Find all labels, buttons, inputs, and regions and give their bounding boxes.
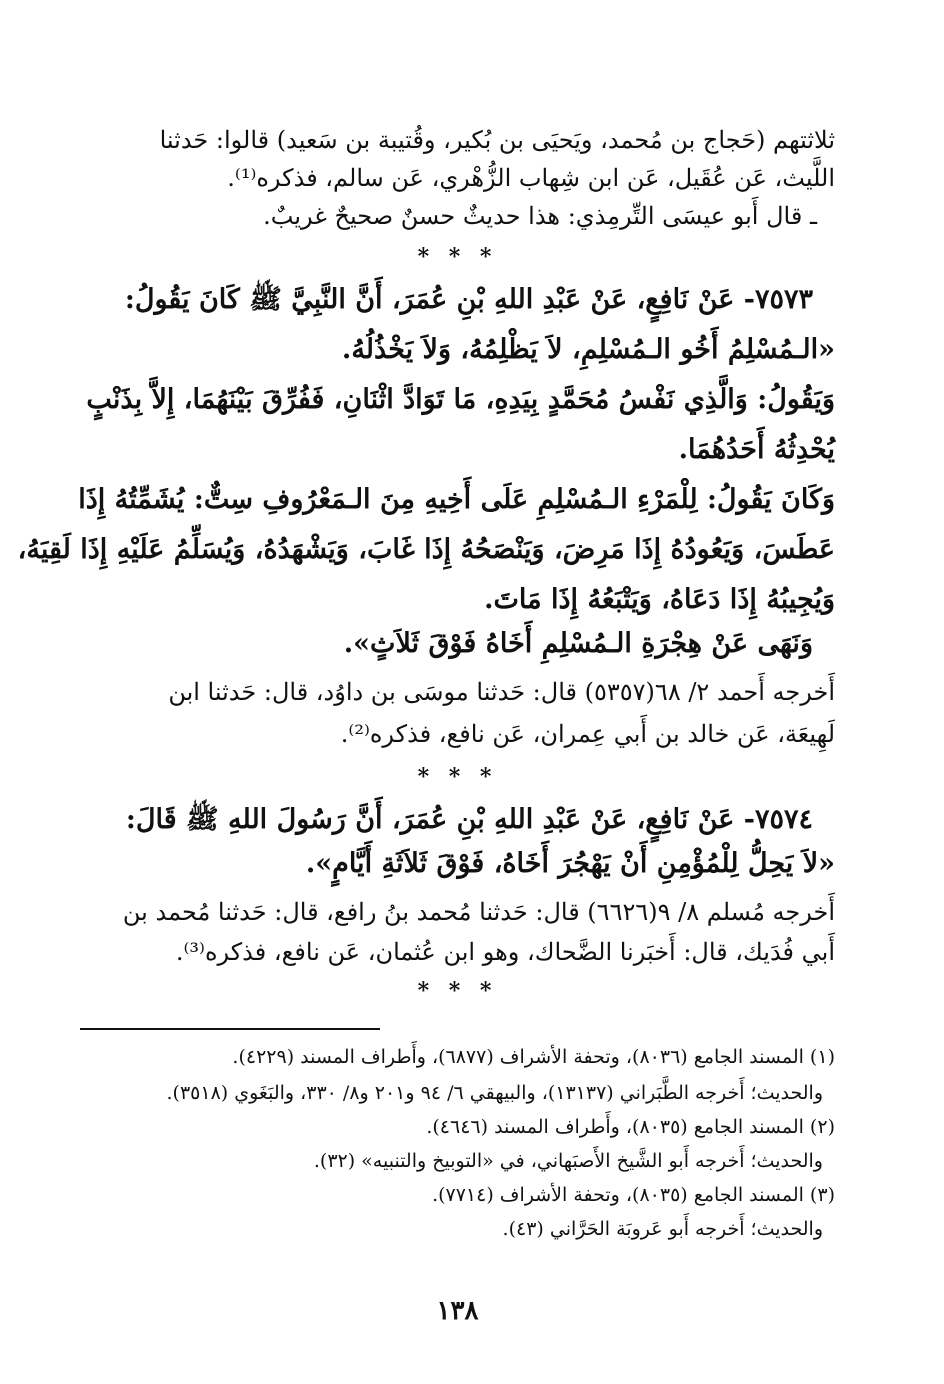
hadith-line: وَيَقُولُ: وَالَّذِي نَفْسُ مُحَمَّدٍ بِيَدِهِ، مَا تَوَادَّ اثْنَانِ، فَفُرِّقَ بَيْنَهُمَا، إِلاَّ بِذَنْبٍ [86, 384, 835, 415]
takhrij-line: أَخرجه أَحمد ٢/ ٦٨(٥٣٥٧) قال: حَدثنا موسَى بن داوُد، قال: حَدثنا ابن [168, 678, 835, 706]
footnote-line: والحديث؛ أَخرجه أَبو عَروبَة الحَرَّاني (٤٣). [502, 1218, 823, 1240]
hadith-line: عَطَسَ، وَيَعُودُهُ إِذَا مَرِضَ، وَيَنْصَحُهُ إِذَا غَابَ، وَيَشْهَدُهُ، وَيُسَلِّمُ عَلَيْهِ إِذَا لَقِيَهُ، [17, 534, 835, 565]
page-number: ١٣٨ [436, 1296, 479, 1326]
text-line: ـ قال أَبو عيسَى التِّرمِذي: هذا حديثٌ حسنٌ صحيحٌ غريبٌ. [263, 202, 817, 230]
takhrij-line: لَهِيعَة، عَن خالد بن أَبي عِمران، عَن نافع، فذكره⁽²⁾. [340, 720, 835, 748]
footnote-line: (١) المسند الجامع (٨٠٣٦)، وتحفة الأشراف (٦٨٧٧)، وأَطراف المسند (٤٢٢٩). [232, 1046, 835, 1068]
footnote-line: والحديث؛ أَخرجه الطَّبَراني (١٣١٣٧)، والبيهقي ٦/ ٩٤ و٢٠١ و٨/ ٣٣٠، والبَغَوي (٣٥١٨). [166, 1082, 823, 1104]
section-separator: * * * [417, 978, 498, 1004]
section-separator: * * * [417, 764, 498, 790]
hadith-line: «الـمُسْلِمُ أَخُو الـمُسْلِمِ، لاَ يَظْلِمُهُ، وَلاَ يَخْذُلُهُ. [341, 334, 835, 365]
footnote-rule [80, 1028, 380, 1030]
hadith-line: ٧٥٧٤- عَنْ نَافِعٍ، عَنْ عَبْدِ اللهِ بْنِ عُمَرَ، أَنَّ رَسُولَ اللهِ ﷺ قَالَ: [125, 804, 813, 835]
hadith-line: يُحْدِثُهُ أَحَدُهُمَا. [678, 434, 835, 465]
hadith-line: وَكَانَ يَقُولُ: لِلْمَرْءِ الـمُسْلِمِ عَلَى أَخِيهِ مِنَ الـمَعْرُوفِ سِتٌّ: يُشَمِّتُهُ إِذَا [78, 484, 835, 515]
text-line: اللَّيث، عَن عُقَيل، عَن ابن شِهاب الزُّهْري، عَن سالم، فذكره⁽¹⁾. [227, 164, 835, 192]
hadith-line: ٧٥٧٣- عَنْ نَافِعٍ، عَنْ عَبْدِ اللهِ بْنِ عُمَرَ، أَنَّ النَّبِيَّ ﷺ كَانَ يَقُولُ: [124, 284, 813, 315]
takhrij-line: أَبي فُدَيك، قال: أَخبَرنا الضَّحاك، وهو ابن عُثمان، عَن نافع، فذكره⁽³⁾. [175, 938, 835, 966]
text-line: ثلاثتهم (حَجاج بن مُحمد، ويَحيَى بن بُكير، وقُتيبة بن سَعيد) قالوا: حَدثنا [159, 126, 835, 154]
takhrij-line: أَخرجه مُسلم ٨/ ٩(٦٦٢٦) قال: حَدثنا مُحمد بنُ رافع، قال: حَدثنا مُحمد بن [122, 898, 835, 926]
footnote-line: (٣) المسند الجامع (٨٠٣٥)، وتحفة الأشراف (٧٧١٤). [432, 1184, 835, 1206]
hadith-line: وَنَهَى عَنْ هِجْرَةِ الـمُسْلِمِ أَخَاهُ فَوْقَ ثَلاَثٍ». [343, 628, 813, 659]
footnote-line: (٢) المسند الجامع (٨٠٣٥)، وأَطراف المسند (٤٦٤٦). [426, 1116, 835, 1138]
hadith-line: وَيُجِيبُهُ إِذَا دَعَاهُ، وَيَتْبَعُهُ إِذَا مَاتَ. [484, 584, 835, 615]
footnote-line: والحديث؛ أَخرجه أَبو الشَّيخ الأَصبَهاني، في «التوبيخ والتنبيه» (٣٢). [313, 1150, 823, 1172]
hadith-line: «لاَ يَحِلُّ لِلْمُؤْمِنِ أَنْ يَهْجُرَ أَخَاهُ، فَوْقَ ثَلاَثَةِ أَيَّامٍ». [305, 848, 835, 879]
section-separator: * * * [417, 244, 498, 270]
